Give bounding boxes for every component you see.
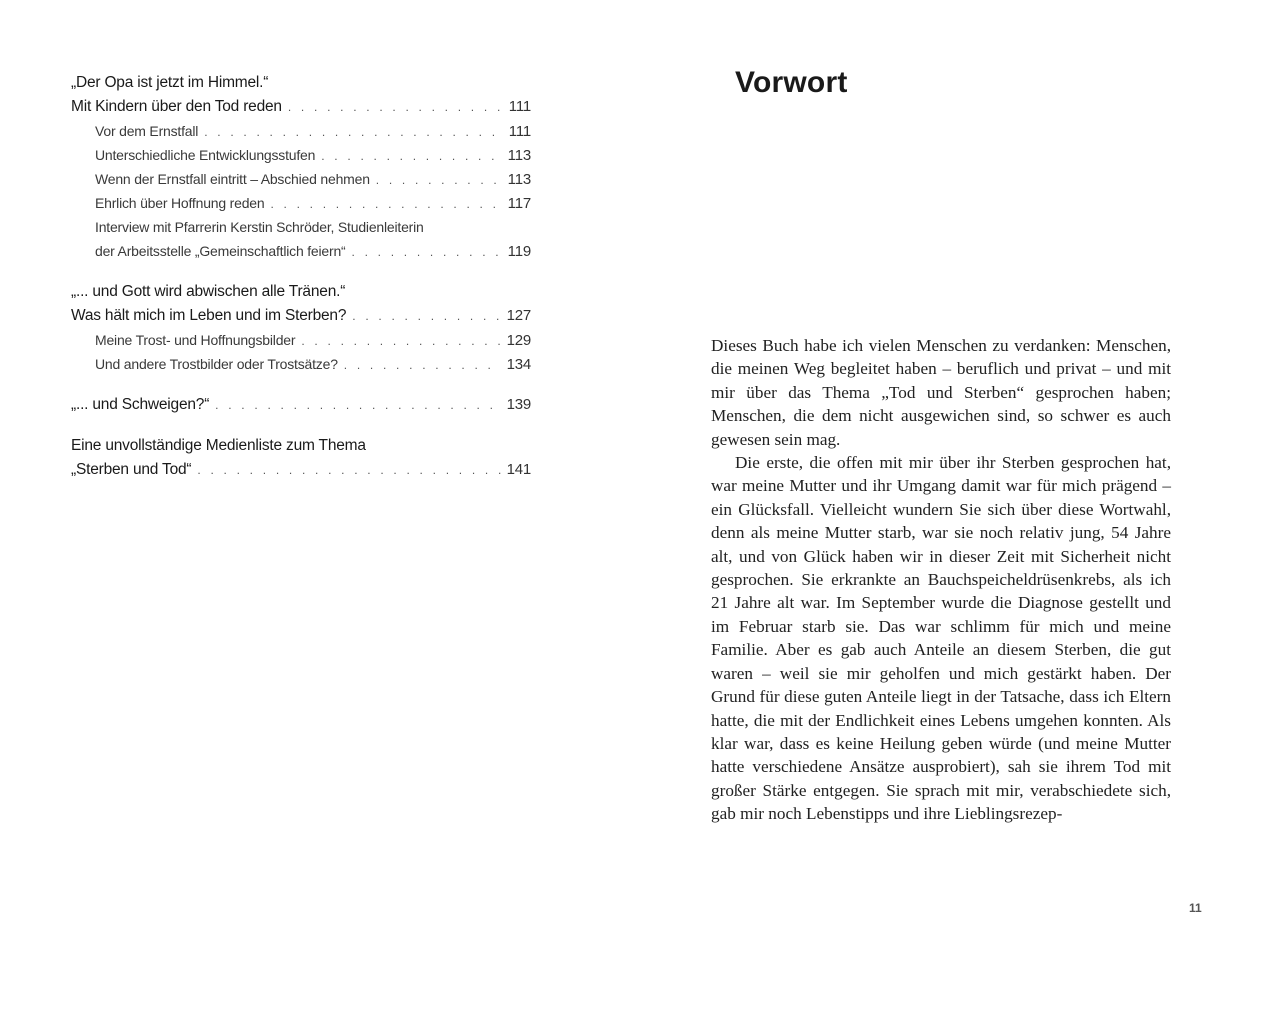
toc-page-number: 117 xyxy=(507,195,531,212)
toc-leader-dots xyxy=(344,353,501,377)
toc-leader-dots xyxy=(376,168,502,192)
right-page xyxy=(640,0,1280,1019)
toc-page-number: 113 xyxy=(507,147,531,164)
toc-subentry xyxy=(71,215,531,239)
toc-page-number: 111 xyxy=(508,98,531,115)
chapter-title: Vorwort xyxy=(735,66,848,99)
toc-entry-title: Mit Kindern über den Tod reden xyxy=(71,98,282,115)
toc-entry-title: Was hält mich im Leben und im Sterben? xyxy=(71,307,347,324)
paragraph: Die erste, die offen mit mir über ihr Sterben gesprochen hat, war meine Mutter und ihr Umgang damit war für mich prägend – ein Glücksfall. Vielleicht wundern Sie sich über diese Wortwahl, denn als meine Mutter starb, war sie noch relativ jung, 54 Jahre alt, und von Glück haben wir in dieser Zeit mit Sicherheit nicht gesprochen. Sie erkrankte an Bauchspeicheldrüsenkrebs, als ich 21 Jahre alt war. Im September wurde die Diagnose gestellt und im Februar starb sie. Das war schlimm für mich und meine Familie. Aber es gab auch Anteile an diesem Sterben, die gut waren – weil sie mir geholfen und mich gestärkt haben. Der Grund für diese guten Anteile liegt in der Tatsache, dass ich Eltern hatte, die mit der Endlichkeit eines Lebens umgehen konnten. Als klar war, dass es keine Heilung geben würde (und meine Mutter hatte verschiedene Ansätze ausprobiert), sah sie ihrem Tod mit großer Stärke entgegen. Sie sprach mit mir, verabschiedete sich, gab mir noch Lebenstipps und ihre Lieblingsrezep- xyxy=(711,453,1171,824)
toc-entry-title: Und andere Trostbilder oder Trostsätze? xyxy=(95,356,338,372)
toc-subentry xyxy=(71,191,531,215)
toc-section xyxy=(71,434,531,482)
toc-entry-title: Wenn der Ernstfall eintritt – Abschied nehmen xyxy=(95,171,370,187)
toc-leader-dots xyxy=(197,458,500,482)
chapter-body xyxy=(711,334,1171,826)
toc-entry xyxy=(71,95,531,119)
toc-section xyxy=(71,71,531,263)
toc-entry-title: Interview mit Pfarrerin Kerstin Schröder, Studienleiterin xyxy=(95,219,424,235)
toc-entry-title: Unterschiedliche Entwicklungsstufen xyxy=(95,147,316,163)
toc-subentry xyxy=(71,352,531,376)
toc-leader-dots xyxy=(204,120,503,144)
toc-page-number: 113 xyxy=(507,171,531,188)
toc-entry xyxy=(71,280,531,304)
toc-leader-dots xyxy=(352,304,500,328)
toc-page-number: 139 xyxy=(506,396,531,413)
toc-entry xyxy=(71,458,531,482)
toc-section xyxy=(71,393,531,417)
toc-entry-title: „Der Opa ist jetzt im Himmel.“ xyxy=(71,74,269,91)
toc-page-number: 141 xyxy=(506,461,531,478)
toc-page-number: 127 xyxy=(506,307,531,324)
toc-entry-title: „... und Gott wird abwischen alle Tränen.“ xyxy=(71,283,346,300)
toc-page-number: 111 xyxy=(508,123,531,140)
toc-entry xyxy=(71,304,531,328)
toc-entry-title: Eine unvollständige Medienliste zum Thema xyxy=(71,437,366,454)
toc-entry-title: „... und Schweigen?“ xyxy=(71,396,210,413)
toc-entry xyxy=(71,71,531,95)
toc-entry-title: Vor dem Ernstfall xyxy=(95,123,199,139)
toc-leader-dots xyxy=(321,144,501,168)
toc-subentry xyxy=(71,328,531,352)
toc-subentry xyxy=(71,143,531,167)
toc-page-number: 129 xyxy=(506,332,531,349)
toc-leader-dots xyxy=(288,95,503,119)
toc-entry-title: Ehrlich über Hoffnung reden xyxy=(95,195,265,211)
toc-subentry xyxy=(71,119,531,143)
toc-entry-title: „Sterben und Tod“ xyxy=(71,461,192,478)
paragraph: Dieses Buch habe ich vielen Menschen zu verdanken: Menschen, die meinen Weg begleitet haben – beruflich und privat – und mit mir über das Thema „Tod und Sterben“ gesprochen haben; Menschen, die dem nicht ausgewichen sind, so schwer es auch gewesen sein mag. xyxy=(711,336,1171,449)
toc-leader-dots xyxy=(215,393,500,417)
toc-subentry xyxy=(71,239,531,263)
toc-leader-dots xyxy=(352,240,502,264)
toc-entry-title: Meine Trost- und Hoffnungsbilder xyxy=(95,332,296,348)
toc-page-number: 134 xyxy=(506,356,531,373)
toc-entry-title: der Arbeitsstelle „Gemeinschaftlich feiern“ xyxy=(95,243,346,259)
toc-leader-dots xyxy=(270,192,501,216)
toc-page-number: 119 xyxy=(507,243,531,260)
toc-section xyxy=(71,280,531,376)
toc-entry xyxy=(71,434,531,458)
page-number: 11 xyxy=(1189,901,1202,915)
toc-leader-dots xyxy=(301,329,500,353)
toc-subentry xyxy=(71,167,531,191)
table-of-contents xyxy=(71,71,531,499)
toc-entry xyxy=(71,393,531,417)
